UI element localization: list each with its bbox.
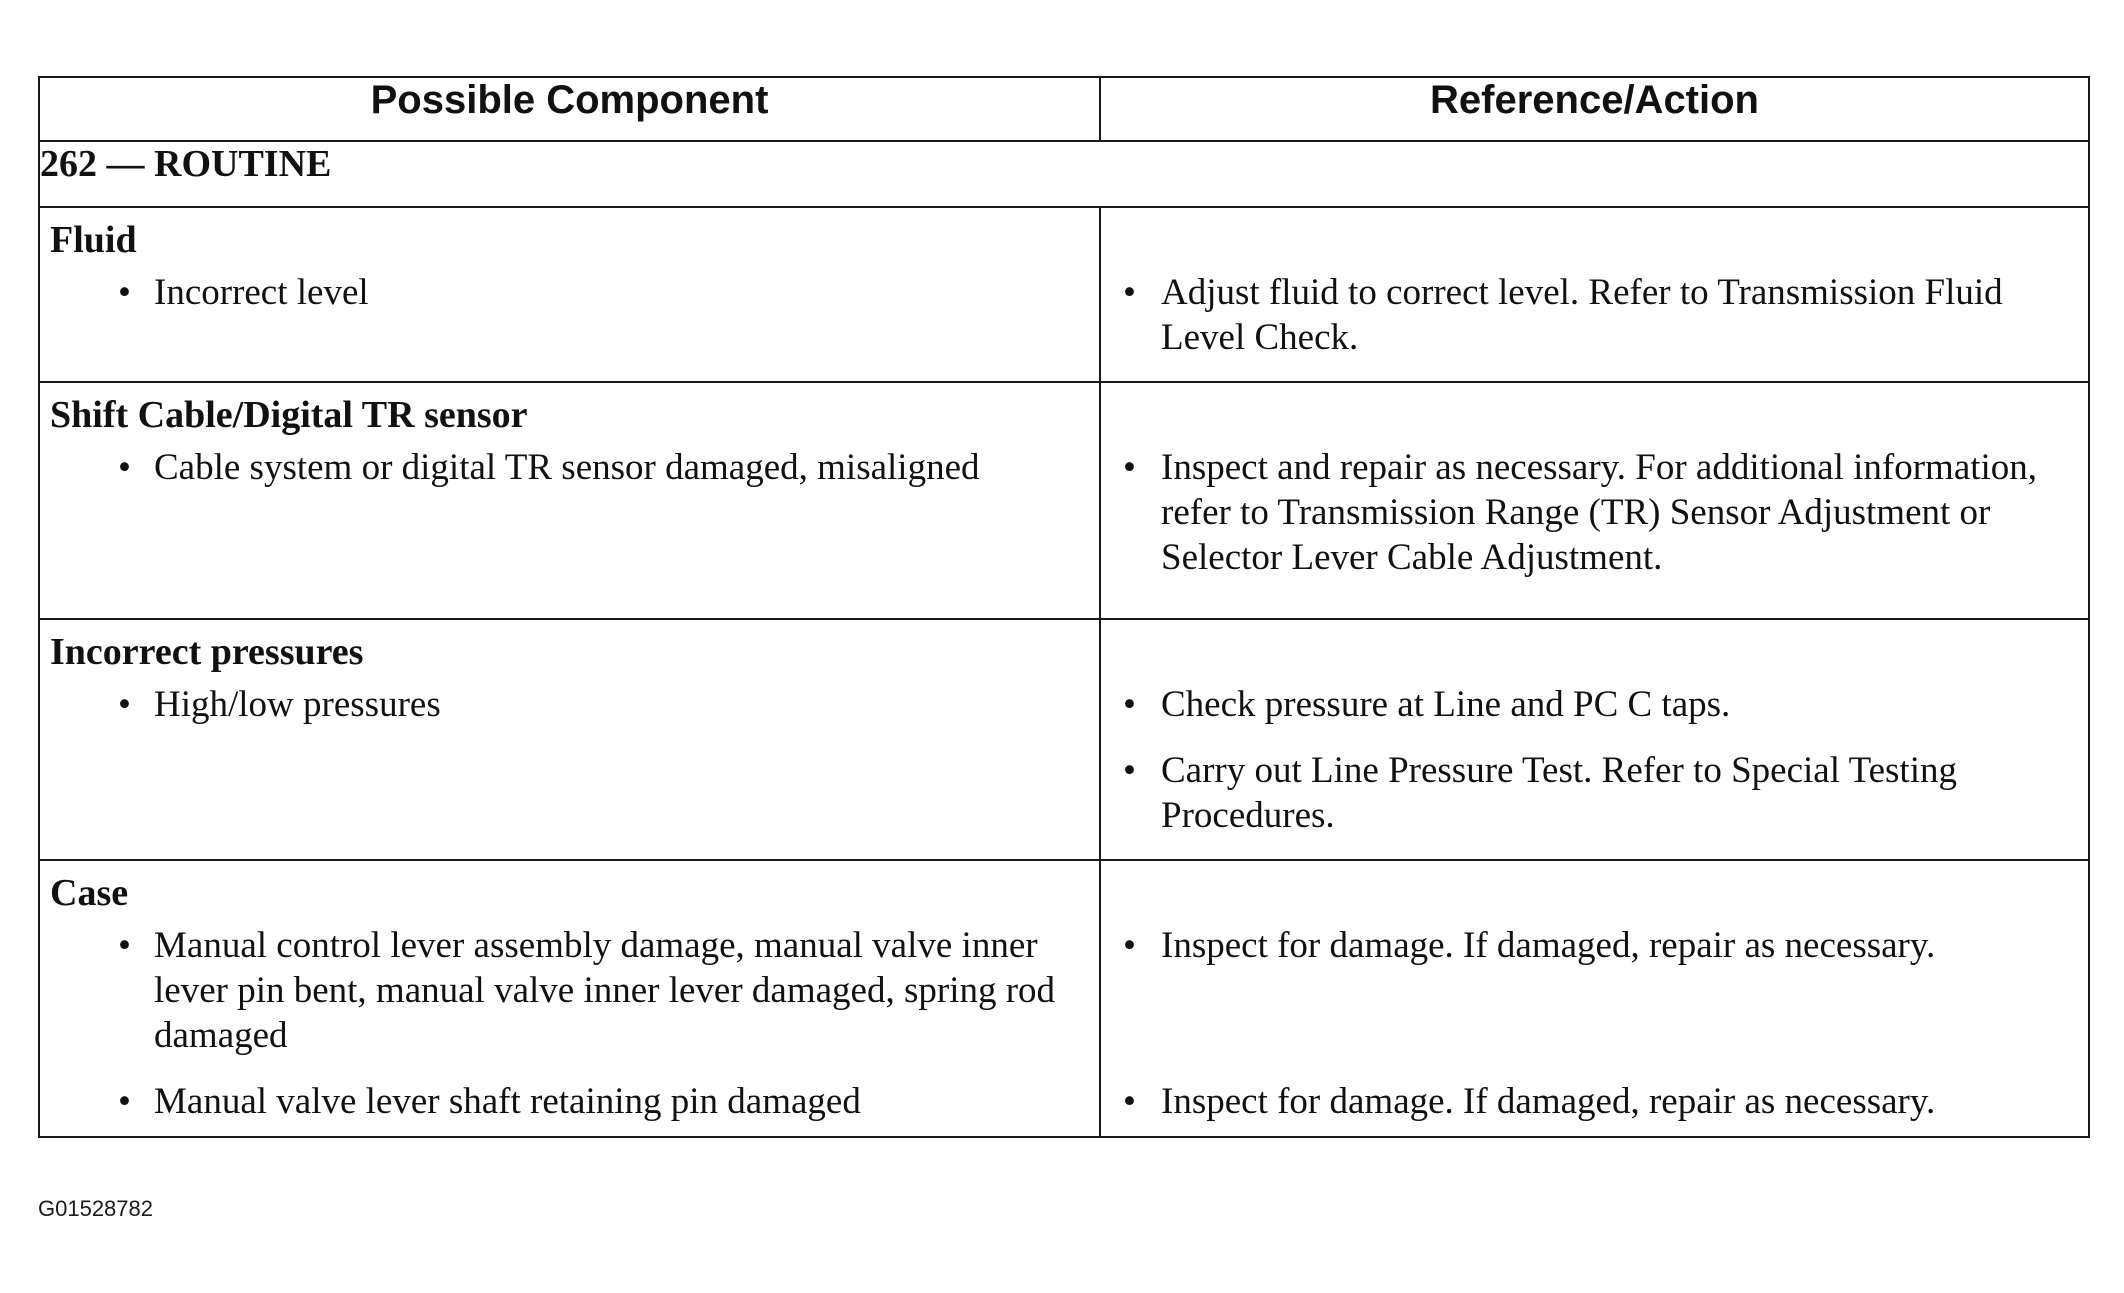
list-item xyxy=(1101,748,2088,838)
diagnostic-table xyxy=(38,76,2090,1138)
header-possible-component: Possible Component xyxy=(39,77,1100,141)
table-row xyxy=(39,860,2089,1137)
bullet-icon: • xyxy=(1123,684,1136,725)
section-title: 262 — ROUTINE xyxy=(39,141,2089,207)
component-item-text: Manual valve lever shaft retaining pin damaged xyxy=(154,1081,861,1122)
component-cell xyxy=(39,619,1100,860)
bullet-icon: • xyxy=(1123,925,1136,966)
list-item xyxy=(1101,445,2088,580)
action-item-text: Inspect and repair as necessary. For additional information, refer to Transmission Range (TR) Sensor Adjustment or Selector Lever Cable Adjustment. xyxy=(1161,447,2038,578)
bullet-icon: • xyxy=(1123,447,1136,488)
bullet-icon: • xyxy=(1123,1081,1136,1122)
list-item xyxy=(40,270,1099,315)
bullet-icon: • xyxy=(118,447,131,488)
list-item xyxy=(1101,923,2088,968)
table-row xyxy=(39,619,2089,860)
action-cell xyxy=(1100,382,2089,619)
figure-id: G01528782 xyxy=(38,1196,153,1221)
bullet-icon: • xyxy=(118,272,131,313)
bullet-icon: • xyxy=(118,1081,131,1122)
component-item-text: Manual control lever assembly damage, manual valve inner lever pin bent, manual valve inner lever damaged, spring rod damaged xyxy=(154,925,1056,1056)
list-item xyxy=(1101,682,2088,727)
action-cell xyxy=(1100,619,2089,860)
action-item-text: Carry out Line Pressure Test. Refer to Special Testing Procedures. xyxy=(1161,750,1957,836)
action-item-text: Inspect for damage. If damaged, repair as necessary. xyxy=(1161,1081,1936,1122)
action-item-text: Inspect for damage. If damaged, repair as necessary. xyxy=(1161,925,1936,966)
header-row xyxy=(39,77,2089,141)
list-item xyxy=(1101,1079,2088,1124)
component-cell xyxy=(39,382,1100,619)
component-item-text: Incorrect level xyxy=(154,272,369,313)
action-cell xyxy=(1100,207,2089,382)
section-row xyxy=(39,141,2089,207)
action-item-text: Adjust fluid to correct level. Refer to Transmission Fluid Level Check. xyxy=(1161,272,2003,358)
list-item xyxy=(40,682,1099,727)
table-row xyxy=(39,382,2089,619)
list-item xyxy=(40,1079,1099,1124)
action-cell xyxy=(1100,860,2089,1137)
list-item xyxy=(40,923,1099,1058)
bullet-icon: • xyxy=(1123,272,1136,313)
bullet-icon: • xyxy=(118,925,131,966)
category-label: Shift Cable/Digital TR sensor xyxy=(50,394,528,436)
category-label: Case xyxy=(50,872,129,914)
header-reference-action: Reference/Action xyxy=(1100,77,2089,141)
component-item-text: High/low pressures xyxy=(154,684,441,725)
component-item-text: Cable system or digital TR sensor damaged, misaligned xyxy=(154,447,980,488)
bullet-icon: • xyxy=(1123,750,1136,791)
list-item xyxy=(1101,270,2088,360)
component-cell xyxy=(39,207,1100,382)
table-row xyxy=(39,207,2089,382)
category-label: Fluid xyxy=(50,219,137,261)
list-item xyxy=(40,445,1099,490)
action-item-text: Check pressure at Line and PC C taps. xyxy=(1161,684,1731,725)
bullet-icon: • xyxy=(118,684,131,725)
category-label: Incorrect pressures xyxy=(50,631,364,673)
component-cell xyxy=(39,860,1100,1137)
